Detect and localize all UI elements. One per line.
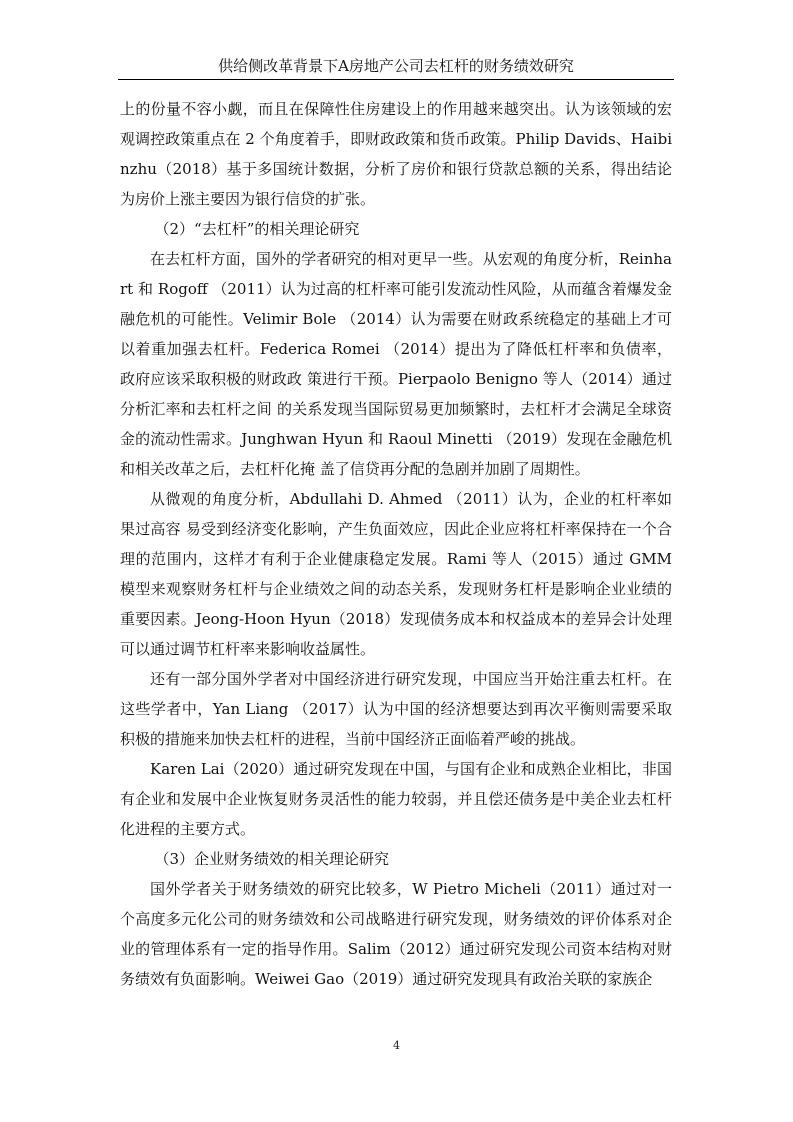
section-heading-deleveraging-theory: （2）“去杠杆”的相关理论研究 bbox=[154, 220, 360, 238]
paragraph-continuation: 上的份量不容小觑，而且在保障性住房建设上的作用越来越突出。认为该领域的宏观调控政策重点在 2 个角度着手，即财政政策和货币政策。Philip Davids、Haibinzhu（2018）基于多国统计数据，分析了房价和银行贷款总额的关系，得出结论为房价上涨主要因为银行信贷的扩张。 bbox=[120, 100, 672, 208]
running-header: 供给侧改革背景下A房地产公司去杠杆的财务绩效研究 bbox=[218, 57, 574, 75]
paragraph-micro-deleveraging: 从微观的角度分析，Abdullahi D. Ahmed （2011）认为，企业的杠杆率如果过高容 易受到经济变化影响，产生负面效应，因此企业应将杠杆率保持在一个合理的范围内，这样才有利于企业健康稳定发展。Rami 等人（2015）通过 GMM 模型来观察财务杠杆与企业绩效之间的动态关系，发现财务杠杆是影响企业业绩的重要因素。Jeong-Hoon Hyun（2018）发现债务成本和权益成本的差异会计处理可以通过调节杠杆率来影响收益属性。 bbox=[120, 490, 672, 658]
paragraph-macro-deleveraging: 在去杠杆方面，国外的学者研究的相对更早一些。从宏观的角度分析，Reinhart 和 Rogoff （2011）认为过高的杠杆率可能引发流动性风险，从而蕴含着爆发金融危机的可能性。Velimir Bole （2014）认为需要在财政系统稳定的基础上才可以着重加强去杠杆。Federica Romei （2014）提出为了降低杠杆率和负债率，政府应该采取积极的财政政 策进行干预。Pierpaolo Benigno 等人（2014）通过分析汇率和去杠杆之间 的关系发现当国际贸易更加频繁时，去杠杆才会满足全球资金的流动性需求。Junghwan Hyun 和 Raoul Minetti （2019）发现在金融危机和相关改革之后，去杠杆化掩 盖了信贷再分配的急剧并加剧了周期性。 bbox=[120, 250, 672, 478]
page-body bbox=[120, 94, 672, 994]
paragraph-financial-performance: 国外学者关于财务绩效的研究比较多，W Pietro Micheli（2011）通过对一个高度多元化公司的财务绩效和公司战略进行研究发现，财务绩效的评价体系对企业的管理体系有一定的指导作用。Salim（2012）通过研究发现公司资本结构对财务绩效有负面影响。Weiwei Gao（2019）通过研究发现具有政治关联的家族企 bbox=[120, 880, 672, 988]
page-number: 4 bbox=[393, 1039, 400, 1052]
section-heading-financial-performance: （3）企业财务绩效的相关理论研究 bbox=[154, 850, 390, 868]
header-rule bbox=[118, 79, 674, 80]
paragraph-karen-lai: Karen Lai（2020）通过研究发现在中国，与国有企业和成熟企业相比，非国有企业和发展中企业恢复财务灵活性的能力较弱，并且偿还债务是中美企业去杠杆化进程的主要方式。 bbox=[120, 760, 672, 838]
paragraph-china-deleveraging: 还有一部分国外学者对中国经济进行研究发现，中国应当开始注重去杠杆。在这些学者中，Yan Liang （2017）认为中国的经济想要达到再次平衡则需要采取积极的措施来加快去杠杆的进程，当前中国经济正面临着严峻的挑战。 bbox=[120, 670, 672, 748]
